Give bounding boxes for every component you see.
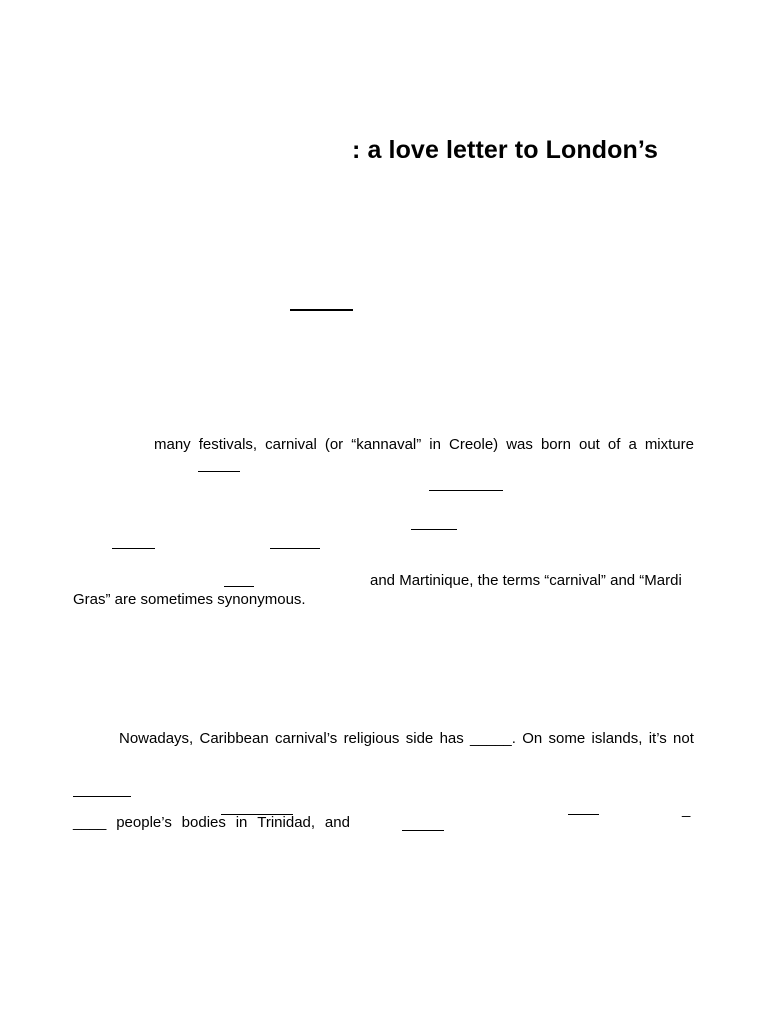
word: many bbox=[154, 436, 191, 453]
paragraph-1-line-5: Gras” are sometimes synonymous. bbox=[73, 591, 306, 608]
word: Creole) bbox=[449, 436, 499, 453]
word: (or bbox=[324, 436, 344, 453]
word: Trinidad, bbox=[257, 814, 316, 831]
word: islands, bbox=[591, 730, 643, 747]
word: “kannaval” bbox=[351, 436, 422, 453]
word: it’s bbox=[648, 730, 667, 747]
word: some bbox=[548, 730, 586, 747]
word: mixture bbox=[644, 436, 694, 453]
paragraph-2-line-1 bbox=[119, 730, 694, 748]
word: people’s bbox=[116, 814, 172, 831]
blank-line bbox=[224, 586, 254, 587]
blank-line bbox=[568, 814, 599, 815]
word: not bbox=[673, 730, 694, 747]
word: a bbox=[628, 436, 637, 453]
paragraph-1-line-4: and Martinique, the terms “carnival” and “Mardi bbox=[370, 572, 682, 589]
word: carnival’s bbox=[275, 730, 338, 747]
word: of bbox=[607, 436, 621, 453]
word: was bbox=[506, 436, 533, 453]
blank-line bbox=[290, 309, 353, 311]
trailing-dash: _ bbox=[682, 801, 691, 818]
blank-line bbox=[198, 471, 240, 472]
word: has bbox=[439, 730, 464, 747]
paragraph-2-line-3 bbox=[73, 814, 350, 832]
word: in bbox=[235, 814, 248, 831]
word: and bbox=[324, 814, 350, 831]
word: bodies bbox=[181, 814, 226, 831]
word: out bbox=[579, 436, 600, 453]
word: _____. bbox=[470, 730, 516, 747]
blank-line bbox=[402, 830, 444, 831]
page-title: : a love letter to London’s bbox=[352, 136, 658, 164]
word: religious bbox=[343, 730, 400, 747]
word: carnival bbox=[265, 436, 317, 453]
word: born bbox=[540, 436, 571, 453]
paragraph-1-line-1 bbox=[154, 436, 694, 454]
word: On bbox=[522, 730, 543, 747]
word: ____ bbox=[73, 814, 107, 831]
blank-line bbox=[270, 548, 320, 549]
word: Nowadays, bbox=[119, 730, 194, 747]
blank-line bbox=[429, 490, 503, 491]
word: festivals, bbox=[198, 436, 258, 453]
blank-line bbox=[73, 796, 131, 797]
blank-line bbox=[112, 548, 155, 549]
blank-line bbox=[411, 529, 457, 530]
word: side bbox=[405, 730, 434, 747]
word: in bbox=[429, 436, 441, 453]
word: Caribbean bbox=[199, 730, 269, 747]
